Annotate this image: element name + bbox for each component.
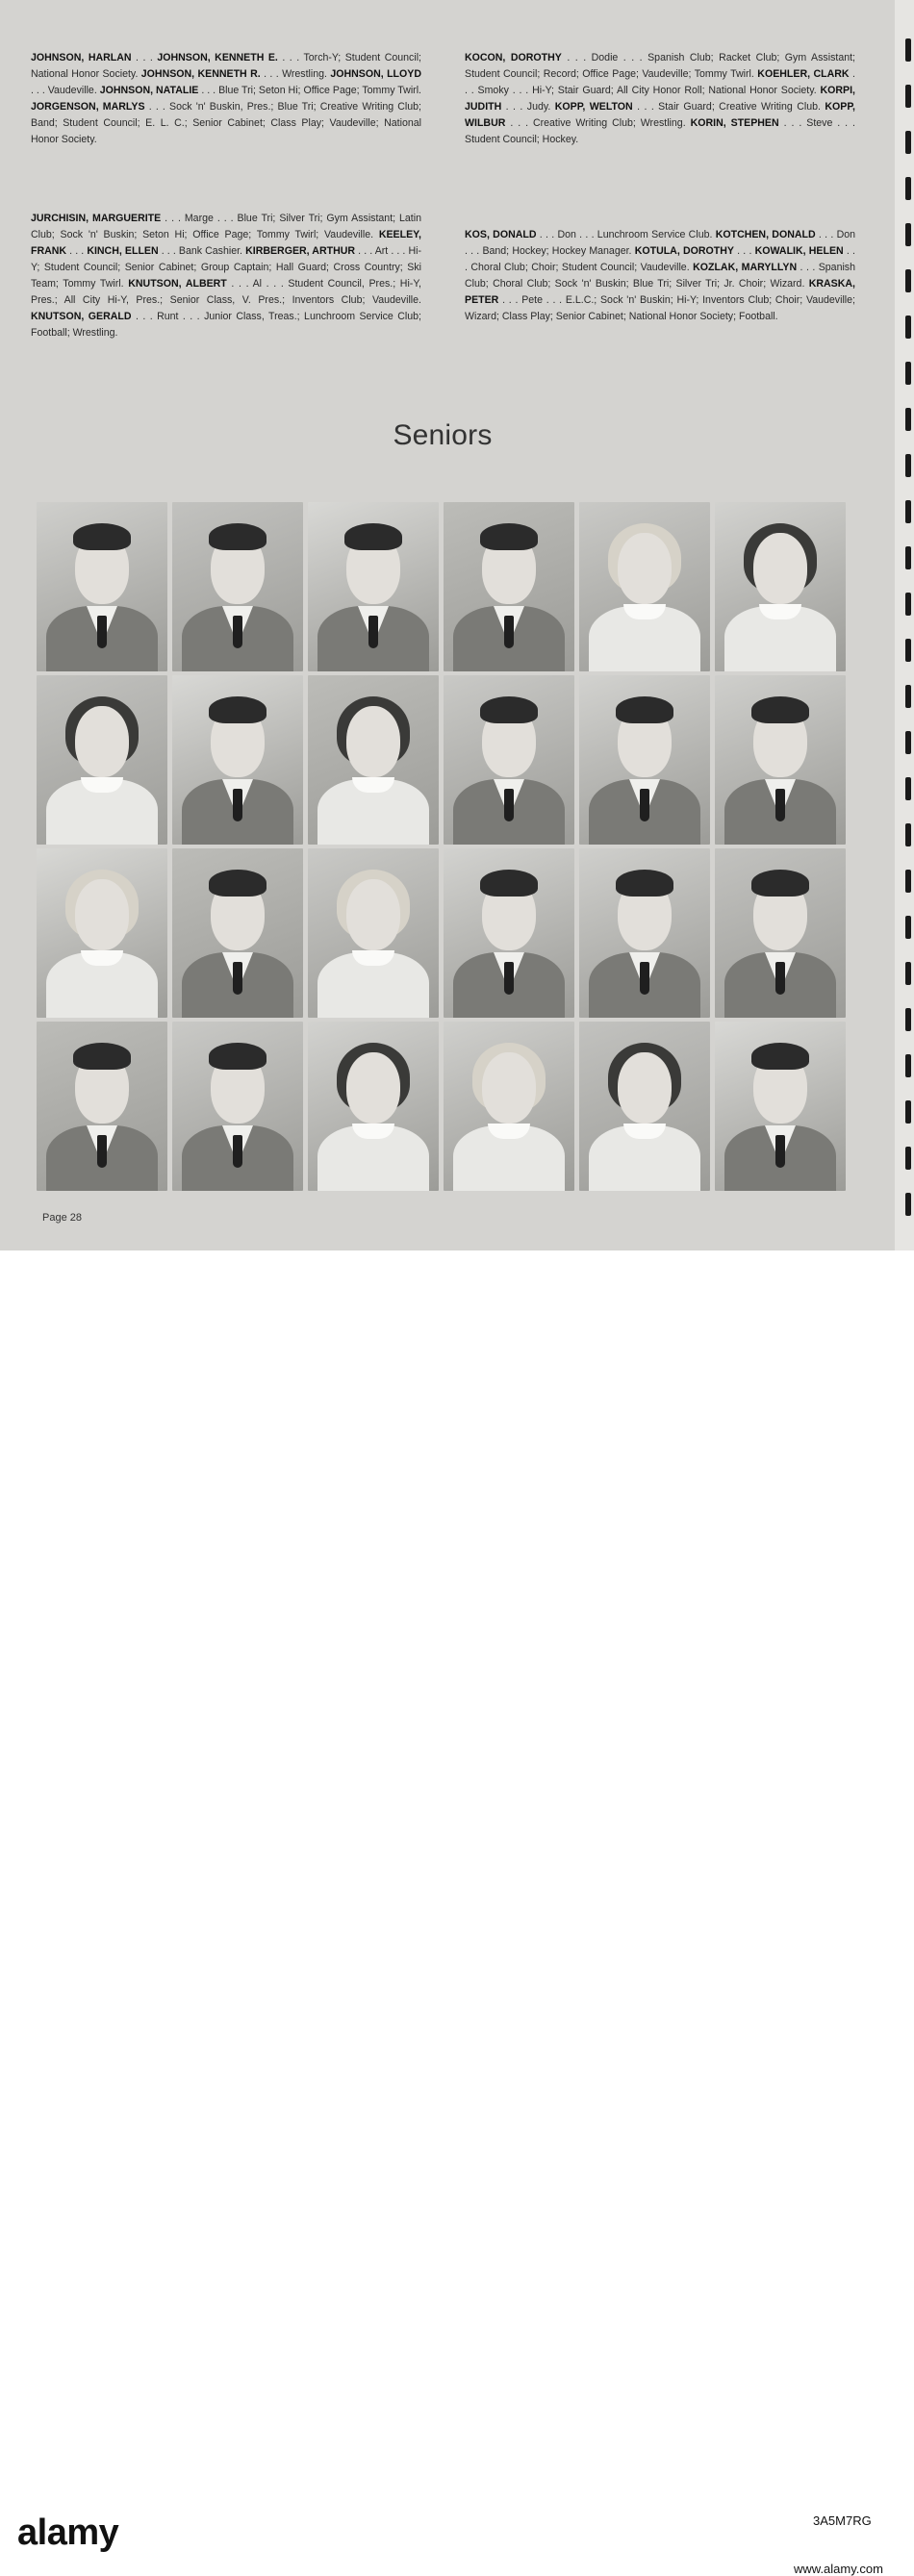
student-activities: . . . Torch-Y; Student Council; National Honor Society. xyxy=(31,52,421,80)
student-name: KOEHLER, CLARK xyxy=(757,68,850,80)
binding-ring xyxy=(905,408,911,431)
senior-portrait xyxy=(444,848,574,1018)
student-name: JOHNSON, LLOYD xyxy=(330,68,421,80)
binding-ring xyxy=(905,916,911,939)
senior-portrait xyxy=(37,1022,167,1191)
student-activities: . . . xyxy=(131,52,158,63)
senior-portrait xyxy=(579,502,710,671)
student-name: JOHNSON, KENNETH E. xyxy=(157,52,278,63)
section-title: Seniors xyxy=(393,419,493,451)
student-name: KORPI, JUDITH xyxy=(465,85,855,113)
student-activities: . . . Vaudeville. xyxy=(31,85,100,96)
senior-portrait xyxy=(444,675,574,845)
student-name: KINCH, ELLEN xyxy=(87,245,159,257)
senior-portrait xyxy=(715,1022,846,1191)
student-name: KOWALIK, HELEN xyxy=(754,245,844,257)
student-activities: . . . Judy. xyxy=(501,101,555,113)
senior-portrait xyxy=(172,675,303,845)
binding-ring xyxy=(905,177,911,200)
senior-portrait xyxy=(715,848,846,1018)
student-name: KNUTSON, GERALD xyxy=(31,311,132,322)
binding-ring xyxy=(905,546,911,569)
senior-portrait xyxy=(308,1022,439,1191)
binding-ring xyxy=(905,823,911,846)
student-name: KOTULA, DOROTHY xyxy=(634,245,734,257)
senior-portrait xyxy=(579,848,710,1018)
binding-ring xyxy=(905,639,911,662)
student-activities: . . . Steve . . . Student Council; Hockey. xyxy=(465,117,855,145)
student-activities: . . . Art . . . Hi-Y; Student Council; Senior Cabinet; Group Captain; Hall Guard; Cross Country; Ski Team; Tommy Twirl. xyxy=(31,245,421,290)
student-activities: . . . Al . . . Student Council, Pres.; Hi-Y, Pres.; All City Hi-Y, Pres.; Senior Class, V. Pres.; Inventors Club; Vaudeville. xyxy=(31,278,421,306)
binding-ring xyxy=(905,500,911,523)
binding-ring xyxy=(905,777,911,800)
senior-portrait xyxy=(308,675,439,845)
senior-portrait xyxy=(308,502,439,671)
brand-logo: alamy xyxy=(17,2513,119,2553)
student-name: KOCON, DOROTHY xyxy=(465,52,562,63)
student-name: KOZLAK, MARYLLYN xyxy=(693,262,798,273)
binding-ring xyxy=(905,223,911,246)
binding-ring xyxy=(905,1008,911,1031)
binding-ring xyxy=(905,454,911,477)
senior-portrait xyxy=(172,848,303,1018)
student-name: JOHNSON, KENNETH R. xyxy=(140,68,261,80)
student-name: KIRBERGER, ARTHUR xyxy=(245,245,356,257)
text-block-bottom-right xyxy=(465,227,855,325)
student-name: JOHNSON, HARLAN xyxy=(31,52,132,63)
binding-ring xyxy=(905,269,911,292)
senior-portrait xyxy=(444,1022,574,1191)
senior-portrait xyxy=(37,675,167,845)
student-name: JURCHISIN, MARGUERITE xyxy=(31,213,162,224)
student-activities: . . . Wrestling. xyxy=(260,68,331,80)
senior-portrait xyxy=(308,848,439,1018)
text-block-top-left xyxy=(31,50,421,148)
watermark-url: www.alamy.com xyxy=(794,2562,883,2576)
senior-portrait xyxy=(444,502,574,671)
student-name: JORGENSON, MARLYS xyxy=(31,101,145,113)
student-activities: . . . xyxy=(733,245,755,257)
student-name: KOPP, WILBUR xyxy=(465,101,855,129)
student-activities: . . . Bank Cashier. xyxy=(158,245,246,257)
student-activities: . . . Spanish Club; Choral Club; Sock 'n' Buskin; Blue Tri; Silver Tri; Jr. Choir; Wizard. xyxy=(465,262,856,290)
senior-portrait xyxy=(579,1022,710,1191)
student-activities: . . . Runt . . . Junior Class, Treas.; Lunchroom Service Club; Football; Wrestling. xyxy=(31,311,421,339)
student-activities: . . . Don . . . Lunchroom Service Club. xyxy=(536,229,716,240)
student-activities: . . . Choral Club; Choir; Student Council; Vaudeville. xyxy=(465,245,855,273)
senior-portrait xyxy=(715,502,846,671)
student-name: JOHNSON, NATALIE xyxy=(99,85,199,96)
student-name: KEELEY, FRANK xyxy=(31,229,421,257)
student-activities: . . . Stair Guard; Creative Writing Club. xyxy=(632,101,825,113)
binding-ring xyxy=(905,1147,911,1170)
spiral-binding xyxy=(895,0,914,1250)
text-block-top-right xyxy=(465,50,855,148)
image-id: 3A5M7RG xyxy=(813,2513,872,2528)
binding-ring xyxy=(905,731,911,754)
binding-ring xyxy=(905,685,911,708)
senior-portrait xyxy=(37,848,167,1018)
student-activities: . . . Blue Tri; Seton Hi; Office Page; Tommy Twirl. xyxy=(198,85,421,96)
student-name: KORIN, STEPHEN xyxy=(690,117,779,129)
binding-ring xyxy=(905,38,911,62)
watermark-banner xyxy=(0,1250,914,2576)
student-activities: . . . Smoky . . . Hi-Y; Stair Guard; All City Honor Roll; National Honor Society. xyxy=(465,68,855,96)
binding-ring xyxy=(905,362,911,385)
senior-portrait xyxy=(715,675,846,845)
senior-portrait xyxy=(37,502,167,671)
page-number: Page 28 xyxy=(42,1212,82,1224)
senior-portrait xyxy=(579,675,710,845)
student-activities: . . . Marge . . . Blue Tri; Silver Tri; Gym Assistant; Latin Club; Sock 'n' Buskin; Seton Hi; Office Page; Tommy Twirl; Vaudeville. xyxy=(31,213,422,240)
yearbook-page xyxy=(0,0,914,1250)
student-name: KOS, DONALD xyxy=(465,229,537,240)
binding-ring xyxy=(905,1193,911,1216)
text-block-bottom-left xyxy=(31,211,421,341)
binding-ring xyxy=(905,1054,911,1077)
binding-ring xyxy=(905,593,911,616)
binding-ring xyxy=(905,85,911,108)
student-activities: . . . Pete . . . E.L.C.; Sock 'n' Buskin; Hi-Y; Inventors Club; Choir; Vaudeville; Wizard; Class Play; Senior Cabinet; National Honor Society; Football. xyxy=(465,294,855,322)
student-activities: . . . Dodie . . . Spanish Club; Racket Club; Gym Assistant; Student Council; Record; Office Page; Vaudeville; Tommy Twirl. xyxy=(465,52,855,80)
student-name: KNUTSON, ALBERT xyxy=(128,278,227,290)
senior-portrait xyxy=(172,502,303,671)
binding-ring xyxy=(905,870,911,893)
student-activities: . . . xyxy=(66,245,88,257)
student-activities: . . . Sock 'n' Buskin, Pres.; Blue Tri; Creative Writing Club; Band; Student Council; E. L. C.; Senior Cabinet; Class Play; Vaudeville; National Honor Society. xyxy=(31,101,421,145)
student-activities: . . . Don . . . Band; Hockey; Hockey Manager. xyxy=(465,229,855,257)
binding-ring xyxy=(905,316,911,339)
student-name: KOPP, WELTON xyxy=(554,101,633,113)
portrait-grid xyxy=(37,500,851,1195)
senior-portrait xyxy=(172,1022,303,1191)
binding-ring xyxy=(905,1100,911,1124)
binding-ring xyxy=(905,131,911,154)
binding-ring xyxy=(905,962,911,985)
student-name: KOTCHEN, DONALD xyxy=(715,229,816,240)
student-activities: . . . Creative Writing Club; Wrestling. xyxy=(505,117,691,129)
student-name: KRASKA, PETER xyxy=(465,278,855,306)
